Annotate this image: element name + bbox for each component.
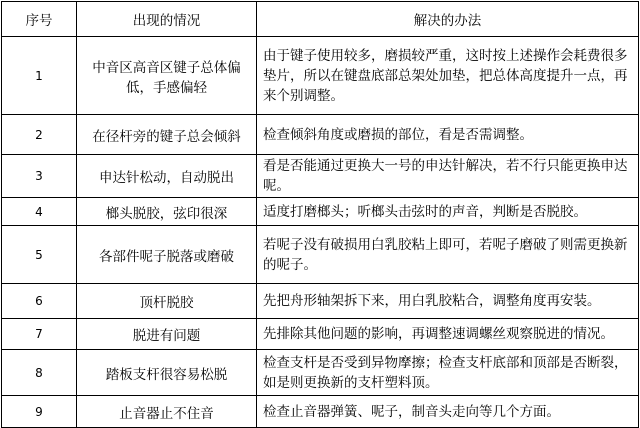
row-solution: 先把舟形轴架拆下来，用白乳胶粘合，调整角度再安装。 [257,284,639,319]
row-situation: 在径杆旁的键子总会倾斜 [77,115,257,155]
row-solution: 检查止音器弹簧、呢子，制音头走向等几个方面。 [257,396,639,428]
row-solution: 由于键子使用较多，磨损较严重，这时按上述操作会耗费很多垫片，所以在键盘底部总架处加垫，把总体高度提升一点，再来个别调整。 [257,37,639,115]
row-number: 1 [2,37,77,115]
row-solution: 先排除其他问题的影响，再调整速调螺丝观察脱进的情况。 [257,319,639,350]
row-number: 8 [2,350,77,396]
row-number: 6 [2,284,77,319]
table-header [2,2,639,37]
header-situation: 出现的情况 [77,2,257,37]
row-solution: 适度打磨榔头；听榔头击弦时的声音，判断是否脱胶。 [257,198,639,226]
row-solution: 检查支杆是否受到异物摩擦；检查支杆底部和顶部是否断裂，如是则更换新的支杆塑料顶。 [257,350,639,396]
header-solution: 解决的办法 [257,2,639,37]
table-row [2,396,639,428]
row-situation: 各部件呢子脱落或磨破 [77,226,257,284]
row-number: 7 [2,319,77,350]
row-number: 9 [2,396,77,428]
row-situation: 止音器止不住音 [77,396,257,428]
row-solution: 若呢子没有破损用白乳胶粘上即可，若呢子磨破了则需更换新的呢子。 [257,226,639,284]
row-situation: 中音区高音区键子总体偏低，手感偏轻 [77,37,257,115]
table-row [2,226,639,284]
table-row [2,115,639,155]
header-row [2,2,639,37]
row-situation: 顶杆脱胶 [77,284,257,319]
table-row [2,198,639,226]
table-row [2,319,639,350]
row-number: 4 [2,198,77,226]
row-number: 5 [2,226,77,284]
row-number: 2 [2,115,77,155]
row-solution: 检查倾斜角度或磨损的部位，看是否需调整。 [257,115,639,155]
table-row [2,350,639,396]
row-number: 3 [2,155,77,198]
table-row [2,37,639,115]
header-number: 序号 [2,2,77,37]
row-situation: 榔头脱胶，弦印很深 [77,198,257,226]
row-situation: 申达针松动，自动脱出 [77,155,257,198]
row-situation: 踏板支杆很容易松脱 [77,350,257,396]
table-row [2,155,639,198]
repair-table [1,1,639,428]
table-row [2,284,639,319]
table-body [2,37,639,428]
row-situation: 脱进有问题 [77,319,257,350]
row-solution: 看是否能通过更换大一号的申达针解决，若不行只能更换申达呢。 [257,155,639,198]
